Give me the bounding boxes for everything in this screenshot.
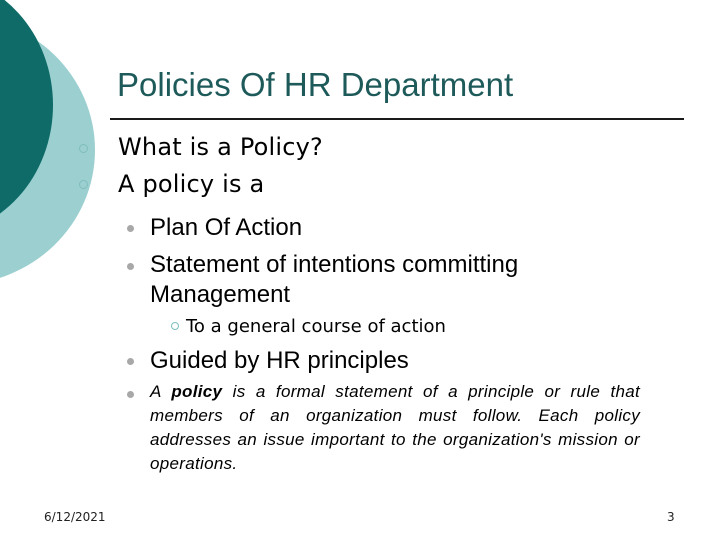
dot-bullet-icon (127, 263, 134, 270)
definition-rest: is a formal statement of a principle or rule that members of an organization must follow. Each policy addresses an issue important to the organization's mission or operations. (150, 382, 640, 473)
decorative-circles (0, 0, 120, 300)
slide-title: Policies Of HR Department (117, 66, 514, 103)
bullet-statement-of-intentions: Statement of intentions committing Management (150, 251, 519, 308)
bullet-general-course: To a general course of action (186, 316, 446, 337)
dot-bullet-icon (127, 391, 134, 398)
ring-bullet-icon (171, 322, 179, 330)
ring-bullet-icon (79, 180, 88, 189)
bullet-what-is-policy: What is a Policy? (118, 133, 323, 161)
dot-bullet-icon (127, 358, 134, 365)
definition-bold-word: policy (171, 382, 223, 401)
policy-definition (150, 380, 640, 476)
definition-prefix: A (150, 382, 172, 401)
footer-date: 6/12/2021 (44, 510, 106, 524)
ring-bullet-icon (79, 144, 88, 153)
bullet-plan-of-action: Plan Of Action (150, 214, 303, 241)
bullet-guided-by-hr: Guided by HR principles (150, 347, 409, 374)
slide-number: 3 (667, 510, 675, 524)
dot-bullet-icon (127, 225, 134, 232)
title-underline (110, 118, 684, 120)
bullet-a-policy-is: A policy is a (118, 170, 265, 198)
